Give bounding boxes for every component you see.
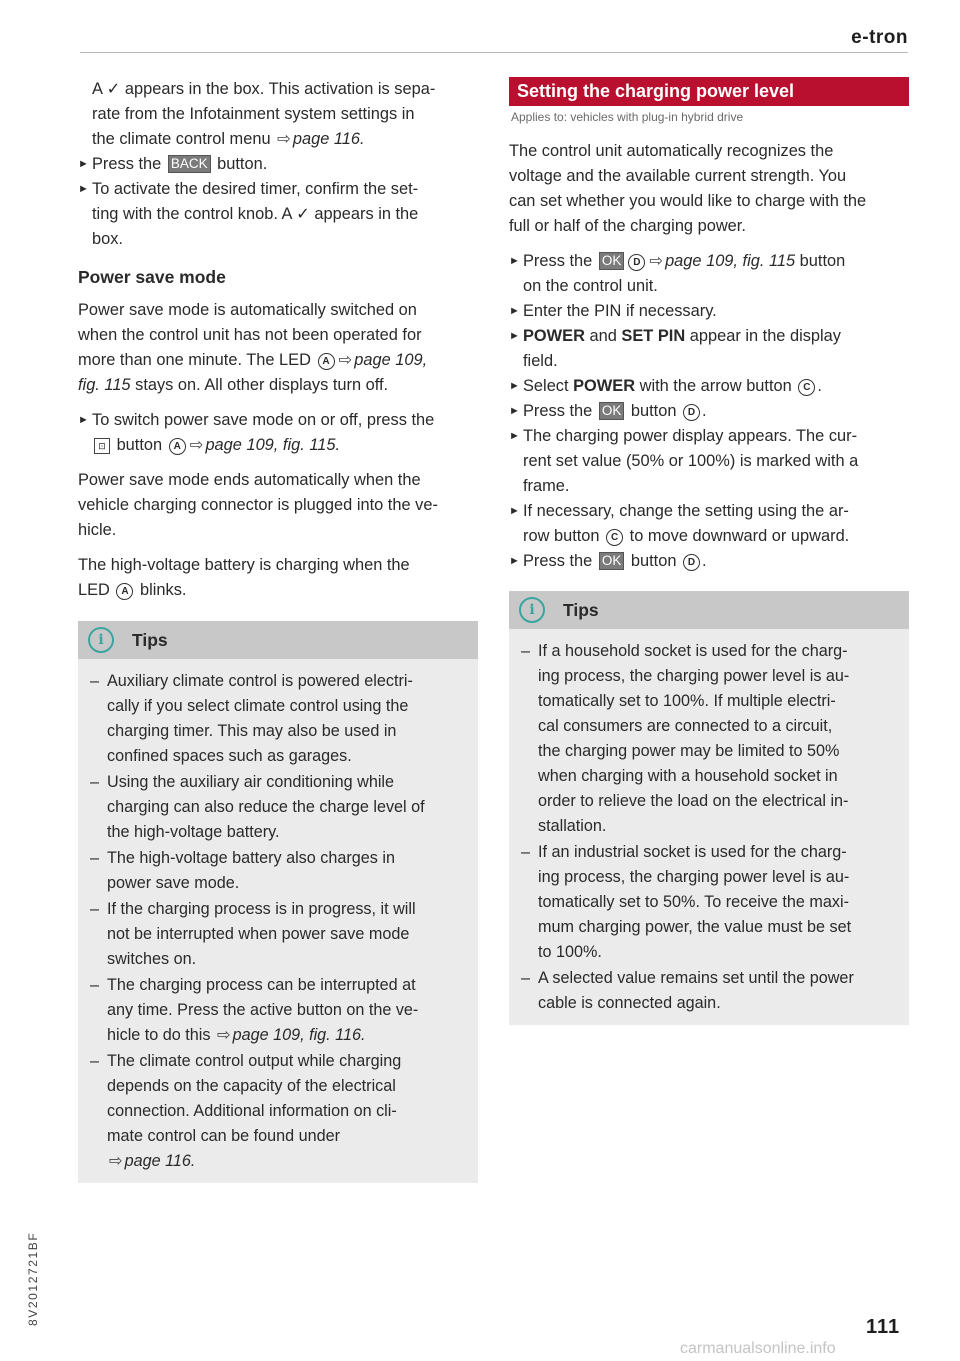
triangle-icon: ► (78, 183, 89, 195)
triangle-icon: ► (509, 255, 520, 267)
step-press-ok-2: ► Press the OK button D . (509, 399, 909, 424)
button-c-icon: C (606, 529, 623, 546)
step-enter-pin: ► Enter the PIN if necessary. (509, 299, 909, 324)
arrow-icon: ⇨ (109, 1152, 123, 1170)
ok-key-icon: OK (599, 252, 625, 270)
check-icon: ✓ (106, 80, 121, 98)
tip-item: – The charging process can be interrupted at any time. Press the active button on the ve- hicle to do this ⇨ page 109, fig. 116. (90, 976, 419, 1044)
button-c-icon: C (798, 379, 815, 396)
tips-header (78, 621, 478, 659)
tip-item: – Auxiliary climate control is powered electri- cally if you select climate control using the charging timer. This may also be used in confined spaces such as garages. (90, 672, 413, 765)
paragraph-activation: A ✓ appears in the box. This activation is sepa- rate from the Infotainment system settings in the climate control menu ⇨ page 116. (92, 80, 436, 148)
button-d-icon: D (683, 404, 700, 421)
ok-key-icon: OK (599, 552, 625, 570)
section-label: e-tron (851, 27, 908, 48)
tips-box-right (509, 591, 909, 1025)
page-link[interactable]: page 109, (354, 351, 428, 369)
page-link[interactable]: page 109, fig. 115 (665, 252, 796, 270)
paragraph-power-save: Power save mode is automatically switched on when the control unit has not been operated for more than one minute. The LED A ⇨ page 109, fig. 115 stays on. All other displays turn off. (78, 301, 428, 394)
arrow-icon: ⇨ (649, 252, 664, 270)
section-title: Setting the charging power level (509, 77, 909, 106)
tips-list (78, 659, 478, 1183)
button-d-icon: D (683, 554, 700, 571)
arrow-icon: ⇨ (189, 436, 204, 454)
led-a-icon: A (169, 438, 186, 455)
tips-title: Tips (563, 599, 599, 620)
figure-link[interactable]: fig. 115 (78, 376, 131, 394)
page-number: 111 (866, 1316, 901, 1338)
step-select-power: ► Select POWER with the arrow button C . (509, 374, 909, 399)
document-code: 8V2012721BF (26, 1231, 40, 1326)
step-display-field: ► POWER and SET PIN appear in the display field. (509, 324, 909, 374)
page-link[interactable]: page 116. (124, 1152, 196, 1170)
left-column (78, 77, 478, 1183)
arrow-icon: ⇨ (338, 351, 353, 369)
triangle-icon: ► (509, 380, 520, 392)
triangle-icon: ► (509, 555, 520, 567)
tip-item: – Using the auxiliary air conditioning while charging can also reduce the charge level of the high-voltage battery. (90, 773, 425, 841)
page-link[interactable]: page 116. (292, 130, 365, 148)
applies-to: Applies to: vehicles with plug-in hybrid drive (511, 110, 744, 124)
tip-item: – If the charging process is in progress, it will not be interrupted when power save mode switches on. (90, 900, 416, 968)
step-confirm-timer: ► To activate the desired timer, confirm the set- ting with the control knob. A ✓ appears in the box. (78, 177, 478, 252)
info-icon: i (519, 597, 545, 623)
step-change-setting: ► If necessary, change the setting using the ar- row button C to move downward or upward. (509, 499, 909, 549)
tip-item: – If an industrial socket is used for the charg- ing process, the charging power level is au- tomatically set to 50%. To receive the maxi- mum charging power, the value must be set to 100%. (521, 843, 852, 961)
tip-item: – The climate control output while charging depends on the capacity of the electrical connection. Additional information on cli- mate control can be found under ⇨ page 116. (90, 1052, 402, 1170)
triangle-icon: ► (509, 430, 520, 442)
right-column (509, 77, 909, 1025)
tips-list (509, 629, 909, 1025)
info-icon: i (88, 627, 114, 653)
step-toggle-power-save: ► To switch power save mode on or off, press the ⊡ button A ⇨ page 109, fig. 115. (78, 408, 478, 458)
tip-item: – A selected value remains set until the power cable is connected again. (521, 969, 854, 1012)
triangle-icon: ► (509, 305, 520, 317)
tip-item: – The high-voltage battery also charges in power save mode. (90, 849, 395, 892)
ok-key-icon: OK (599, 402, 625, 420)
button-d-icon: D (628, 254, 645, 271)
step-press-ok-3: ► Press the OK button D . (509, 549, 909, 574)
led-a-icon: A (116, 583, 133, 600)
paragraph-intro: The control unit automatically recognizes the voltage and the available current strength. You can set whether you would like to charge with the full or half of the charging power. (509, 142, 867, 235)
power-save-heading: Power save mode (78, 267, 226, 287)
screen-button-icon: ⊡ (94, 438, 110, 454)
tip-item: – If a household socket is used for the charg- ing process, the charging power level is au- tomatically set to 100%. If multiple electri- cal consumers are connected to a circuit, the charging power may be limited to 50% when charging with a household socket in order to relieve the load on the electrical in- stallation. (521, 642, 850, 835)
arrow-icon: ⇨ (216, 1026, 231, 1044)
tips-header (509, 591, 909, 629)
page-link[interactable]: page 109, fig. 115. (205, 436, 341, 454)
arrow-icon: ⇨ (277, 130, 291, 148)
check-icon: ✓ (296, 205, 310, 223)
step-display-appears: ► The charging power display appears. The cur- rent set value (50% or 100%) is marked with a frame. (509, 424, 909, 499)
tips-title: Tips (132, 629, 168, 650)
page-link[interactable]: page 109, fig. 116. (232, 1026, 366, 1044)
header-rule (80, 52, 908, 53)
triangle-icon: ► (78, 414, 89, 426)
led-a-icon: A (318, 353, 335, 370)
step-press-ok: ► Press the OK D ⇨ page 109, fig. 115 button on the control unit. (509, 249, 909, 299)
back-key-icon: BACK (168, 155, 211, 173)
paragraph-led-blinks: The high-voltage battery is charging when the LED A blinks. (78, 556, 410, 599)
tips-box-left (78, 621, 478, 1183)
triangle-icon: ► (78, 158, 89, 170)
step-press-back: ► Press the BACK button. (78, 152, 478, 177)
triangle-icon: ► (509, 330, 520, 342)
watermark: carmanualsonline.info (680, 1340, 836, 1357)
triangle-icon: ► (509, 405, 520, 417)
paragraph-power-save-ends: Power save mode ends automatically when the vehicle charging connector is plugged into the ve- hicle. (78, 471, 438, 539)
triangle-icon: ► (509, 505, 520, 517)
